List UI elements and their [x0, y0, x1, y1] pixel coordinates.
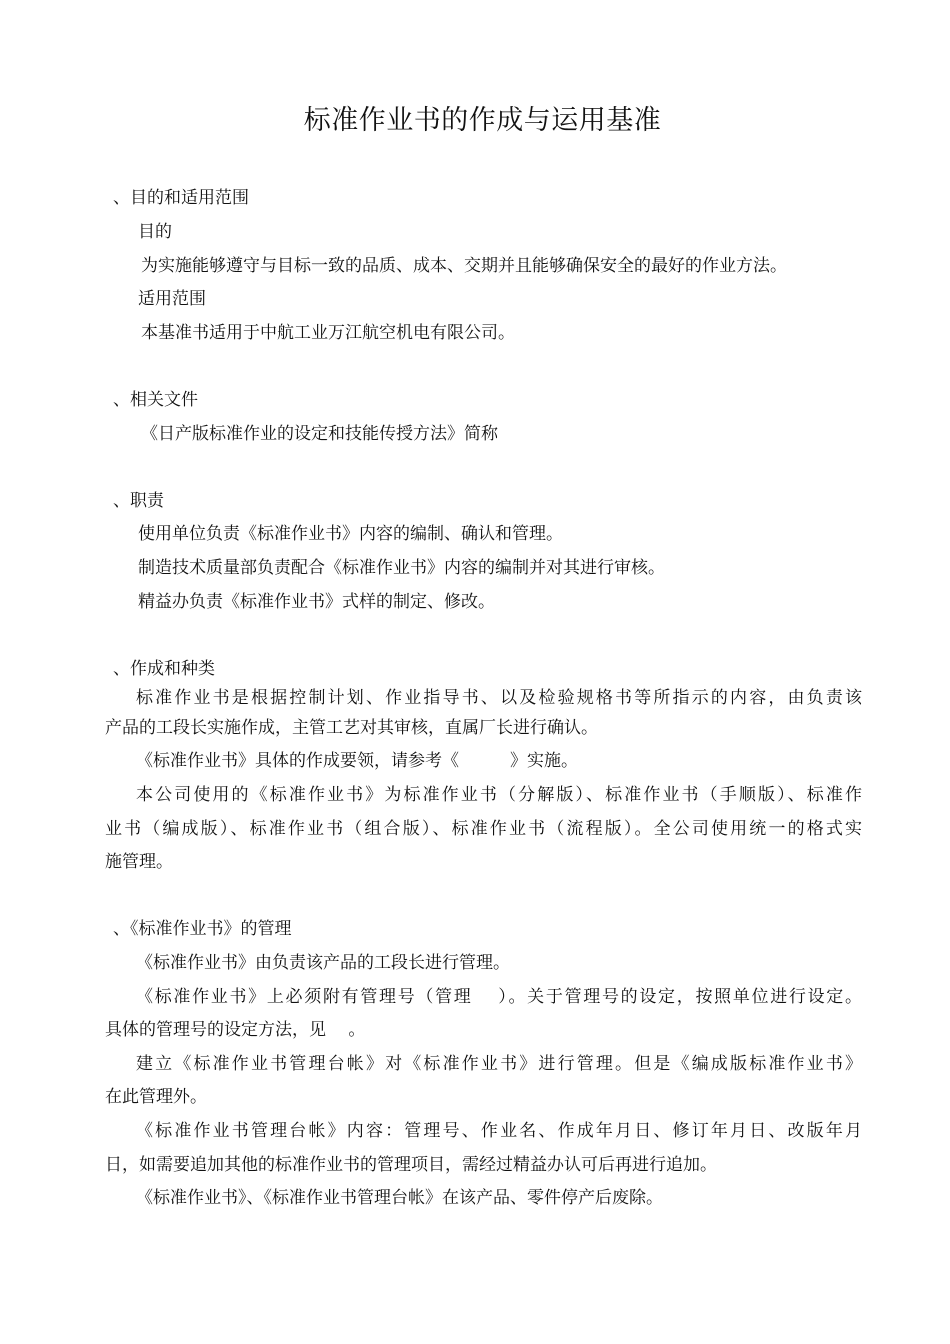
section-5-heading: 、《标准作业书》的管理	[113, 919, 292, 939]
document-title: 标准作业书的作成与运用基准	[303, 105, 662, 136]
section-1-purpose-text: 为实施能够遵守与目标一致的品质、成本、交期并且能够确保安全的最好的作业方法。	[141, 256, 787, 276]
section-1-subheading-purpose: 目的	[138, 222, 172, 242]
section-4-paragraph-1-line-2: 产品的工段长实施作成，主管工艺对其审核，直属厂长进行确认。	[105, 718, 598, 738]
section-5-paragraph-3-line-1: 建立《标准作业书管理台帐》对《标准作业书》进行管理。但是《编成版标准作业书》	[136, 1054, 862, 1074]
section-5-paragraph-1: 《标准作业书》由负责该产品的工段长进行管理。	[136, 953, 510, 973]
section-5-paragraph-4-line-1: 《标准作业书管理台帐》内容：管理号、作业名、作成年月日、修订年月日、改版年月	[136, 1121, 862, 1141]
section-5-paragraph-5: 《标准作业书》、《标准作业书管理台帐》在该产品、零件停产后废除。	[136, 1188, 663, 1208]
section-1-scope-text: 本基准书适用于中航工业万江航空机电有限公司。	[141, 323, 515, 343]
section-2-text: 《日产版标准作业的设定和技能传授方法》简称	[141, 424, 498, 444]
section-1-subheading-scope: 适用范围	[138, 289, 206, 309]
section-5-paragraph-3-line-2: 在此管理外。	[105, 1087, 207, 1107]
section-4-paragraph-3-line-3: 施管理。	[105, 852, 173, 872]
section-3-line-3: 精益办负责《标准作业书》式样的制定、修改。	[138, 592, 495, 612]
section-5-paragraph-4-line-2: 日，如需要追加其他的标准作业书的管理项目，需经过精益办认可后再进行追加。	[105, 1155, 717, 1175]
section-4-paragraph-3-line-1: 本公司使用的《标准作业书》为标准作业书（分解版）、标准作业书（手顺版）、标准作	[136, 785, 862, 805]
section-5-paragraph-2-line-1: 《标准作业书》上必须附有管理号（管理 ）。关于管理号的设定，按照单位进行设定。	[136, 987, 862, 1007]
section-2-heading: 、相关文件	[113, 390, 198, 410]
section-4-heading: 、作成和种类	[113, 659, 215, 679]
section-4-paragraph-2: 《标准作业书》具体的作成要领，请参考《 》实施。	[136, 751, 578, 771]
section-3-heading: 、职责	[113, 491, 164, 511]
section-4-paragraph-3-line-2: 业书（编成版）、标准作业书（组合版）、标准作业书（流程版）。全公司使用统一的格式实	[105, 819, 862, 839]
section-3-line-2: 制造技术质量部负责配合《标准作业书》内容的编制并对其进行审核。	[138, 558, 665, 578]
section-4-paragraph-1-line-1: 标准作业书是根据控制计划、作业指导书、以及检验规格书等所指示的内容，由负责该	[136, 688, 862, 708]
section-5-paragraph-2-line-2: 具体的管理号的设定方法，见 。	[105, 1020, 366, 1040]
section-3-line-1: 使用单位负责《标准作业书》内容的编制、确认和管理。	[138, 524, 563, 544]
section-1-heading: 、目的和适用范围	[113, 188, 249, 208]
